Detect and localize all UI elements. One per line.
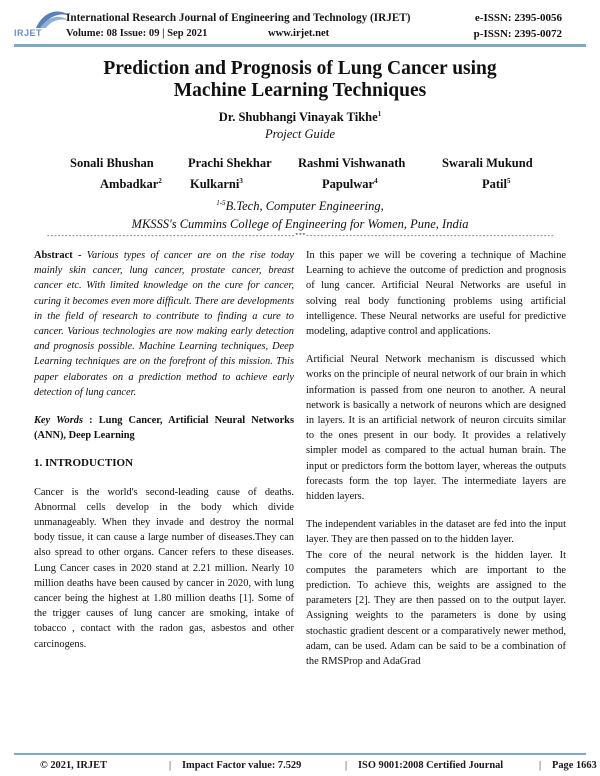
header-rule: [14, 44, 586, 47]
body-paragraph-3: The independent variables in the dataset are fed into the input layer. They are then passed on to the hidden layer.: [306, 519, 566, 546]
guide-role: Project Guide: [264, 127, 335, 141]
footer-separator: |: [538, 760, 542, 771]
abstract-body: Various types of cancer are on the rise today mainly skin cancer, lung cancer, prostate cancer, breast cancer etc. With limited knowledge on the cure for cancer, curing it becomes even more difficult. There are developments in the field of research to contribute to finding a cure to cancer. Various technologies are now making early detection and prognosis possible. Machine Learning techniques, Deep Learning techniques are on the forefront of this mission. This paper elaborates on a prediction method to achieve early detection of lung cancer.: [34, 250, 294, 398]
author-2-last: Kulkarni: [190, 177, 240, 192]
irjet-logo: [14, 6, 74, 42]
volume-issue: Volume: 08 Issue: 09 | Sep 2021: [66, 28, 208, 39]
body-paragraph-4: The core of the neural network is the hidden layer. It computes the parameters which are important to the prediction. To achieve this, weights are assigned to the parameters [2]. They are then passed on to the output layer. Assigning weights to the parameters is done by using stochastic gradient descent or a comparatively newer method, adam, can be used. Adam can be said to be a combination of the RMSProp and AdaGrad: [306, 549, 566, 668]
affiliation-line-1: [0, 199, 600, 214]
footer-page-number: Page 1663: [552, 760, 597, 771]
affil-degree: B.Tech, Computer Engineering,: [225, 199, 384, 214]
footer-rule: [14, 753, 586, 755]
author-3-sup: 4: [374, 177, 378, 185]
author-4-last: Patil: [482, 177, 507, 192]
keywords-body: : Lung Cancer, Artificial Neural Networks (ANN), Deep Learning: [34, 415, 294, 442]
paper-title: [40, 58, 560, 102]
guide-sup: 1: [377, 110, 382, 118]
footer-impact-factor: Impact Factor value: 7.529: [182, 760, 302, 771]
guide-name-text: Dr. Shubhangi Vinayak Tikhe: [218, 110, 378, 125]
author-2-sup: 3: [239, 177, 243, 185]
author-1-last: Ambadkar: [100, 177, 159, 192]
author-4-sup: 5: [507, 177, 511, 185]
author-1-sup: 2: [158, 177, 162, 185]
author-1: [70, 154, 162, 193]
abstract: [34, 248, 294, 400]
affil-sup: 1-5: [216, 199, 226, 207]
section-separator: ---------------------------------------------------------------------***---------------------------------------------------------------------: [46, 233, 554, 241]
left-column: [34, 248, 294, 665]
author-4-first: Swarali Mukund: [442, 156, 533, 170]
body-paragraph-1: In this paper we will be covering a technique of Machine Learning to achieve the outcome of prediction and prognosis of lung cancer. Artificial Neural Networks are useful in solving real body functioning problems using artificial intelligence. These Neural networks are useful for predictive modeling, adaptive control and applications.: [306, 250, 566, 338]
journal-title: International Research Journal of Engineering and Technology (IRJET): [66, 12, 411, 24]
affiliation-line-2: MKSSS's Cummins College of Engineering for Women, Pune, India: [131, 217, 469, 231]
footer-copyright: © 2021, IRJET: [40, 760, 107, 771]
logo-text: IRJET: [14, 28, 43, 38]
section-heading-introduction: 1. INTRODUCTION: [34, 457, 134, 470]
author-2-first: Prachi Shekhar: [188, 156, 272, 170]
right-column: [306, 248, 566, 682]
footer-separator: |: [168, 760, 172, 771]
guide-name: [0, 110, 600, 125]
irjet-logo-icon: [14, 6, 74, 30]
footer-iso: ISO 9001:2008 Certified Journal: [358, 760, 504, 771]
journal-header: [0, 0, 600, 46]
author-3: [298, 154, 405, 193]
author-3-first: Rashmi Vishwanath: [298, 156, 406, 170]
title-line-2: Machine Learning Techniques: [173, 80, 427, 101]
author-2: [188, 154, 272, 193]
keywords: [34, 413, 294, 443]
body-paragraph-2: Artificial Neural Network mechanism is discussed which works on the principle of neural network of our brain in which information is passed from one neuron to another. A neural network is basically a network of neurons which are designed in layers. It is an artificial network of neuron circuits similar to the ones present in our body. It provides a relatively simpler model as compared to the actual human brain. The input or predictors form the bottom layer, whereas the outputs forecasts form the top layer. The intermediate layers are hidden layers.: [306, 354, 566, 503]
author-1-first: Sonali Bhushan: [70, 156, 154, 170]
e-issn: e-ISSN: 2395-0056: [474, 12, 562, 24]
page-footer: [40, 760, 597, 771]
p-issn: p-ISSN: 2395-0072: [473, 28, 562, 40]
title-line-1: Prediction and Prognosis of Lung Cancer using: [103, 58, 497, 79]
keywords-label: Key Words: [34, 415, 84, 427]
author-4: [442, 154, 533, 193]
intro-paragraph: Cancer is the world's second-leading cause of deaths. Abnormal cells develop in the body which divide unmanageably. When they invade and destroy the normal body tissue, it can cause a large number of diseases.They can also spread to other organs. Cancer refers to these diseases. Lung Cancer cases in 2020 stand at 2.21 million. Nearly 10 million deaths have been caused by cancer in 2020, with lung cancer being the highest at 1.80 million deaths [1]. Some of the trigger causes of lung cancer are smoking, intake of tobacco , contact with the radon gas, asbestos and other carcinogens.: [34, 486, 294, 650]
journal-website[interactable]: www.irjet.net: [268, 28, 330, 39]
footer-separator: |: [344, 760, 348, 771]
abstract-label: Abstract -: [34, 250, 82, 261]
author-3-last: Papulwar: [322, 177, 375, 192]
